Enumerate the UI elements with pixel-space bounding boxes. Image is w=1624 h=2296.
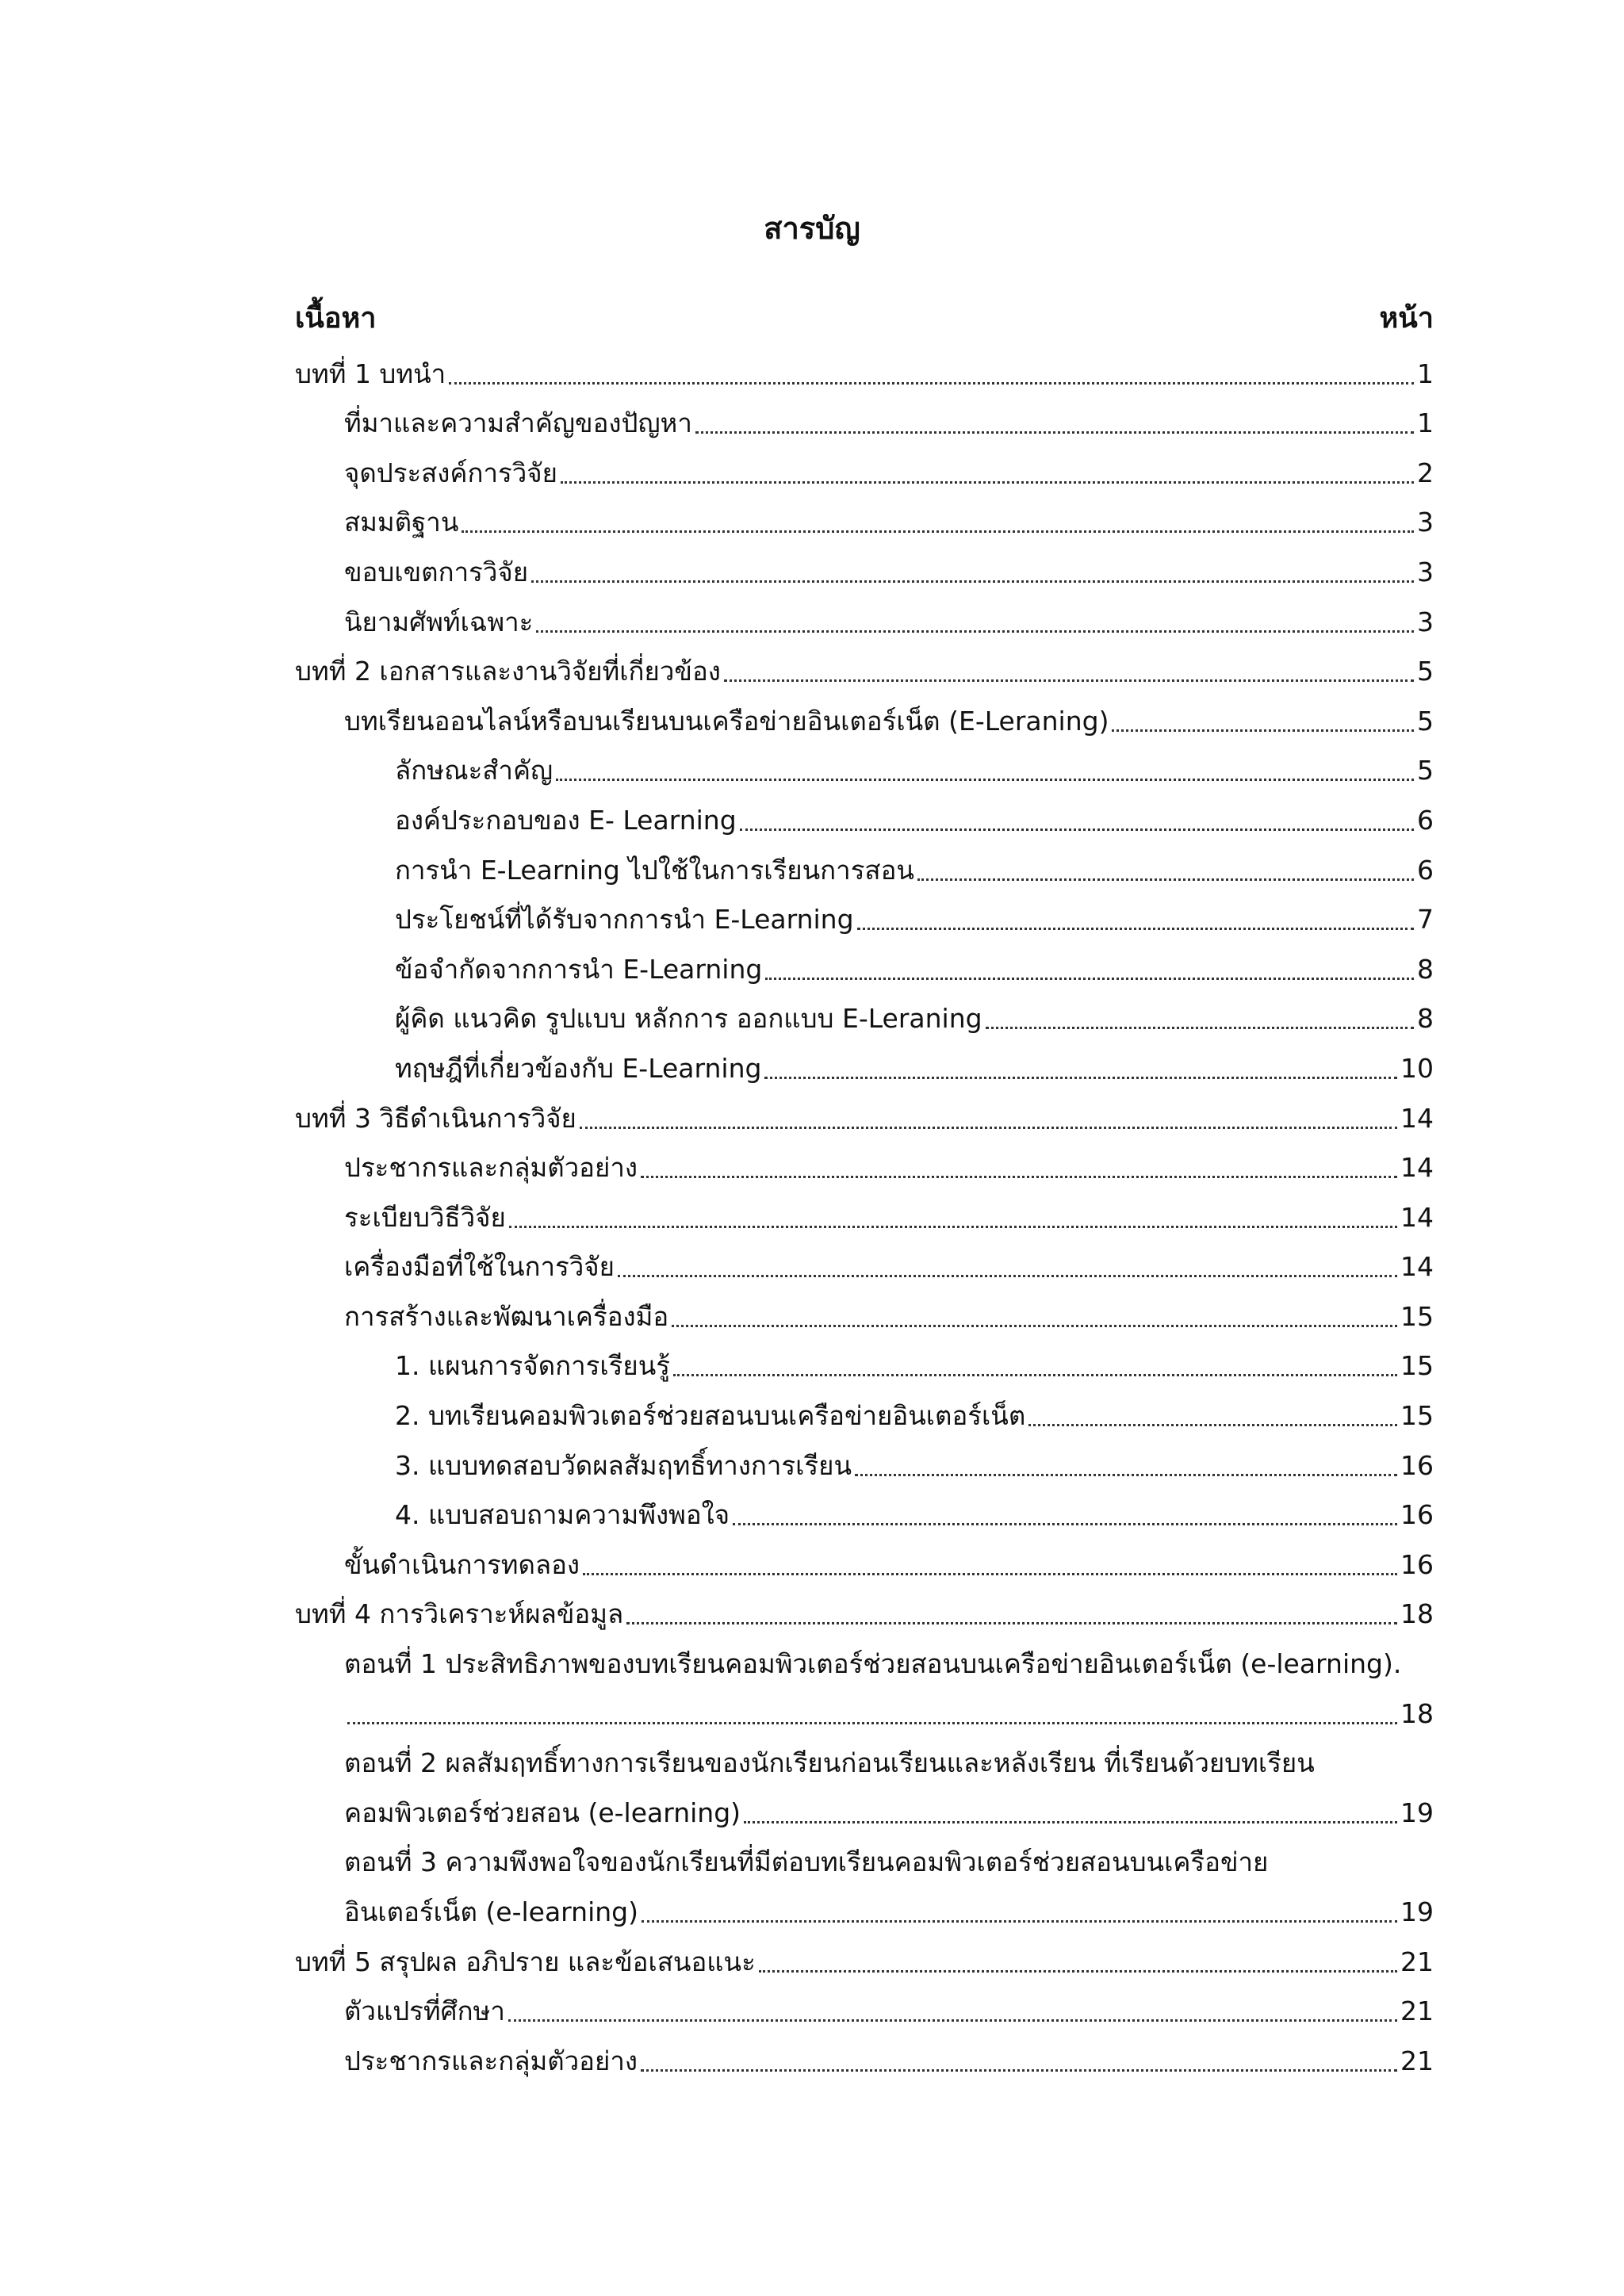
toc-entry-title: การนำ E-Learning ไปใช้ในการเรียนการสอน xyxy=(395,854,914,886)
toc-entry-page: 15 xyxy=(1400,1300,1434,1332)
toc-entry-title: ลักษณะสำคัญ xyxy=(395,755,553,786)
toc-entry-page: 16 xyxy=(1400,1499,1434,1531)
toc-entry-title: คอมพิวเตอร์ช่วยสอน (e-learning) xyxy=(344,1797,741,1828)
dot-leader xyxy=(1028,1424,1397,1426)
toc-entry xyxy=(295,399,1434,449)
toc-entry-page: 19 xyxy=(1400,1797,1434,1828)
toc-entry-title: ที่มาและความสำคัญของปัญหา xyxy=(344,408,692,439)
dot-leader xyxy=(740,828,1414,831)
toc-entry xyxy=(295,1689,1434,1739)
toc-entry xyxy=(295,2036,1434,2086)
dot-leader xyxy=(641,1176,1397,1178)
toc-entry-page: 5 xyxy=(1417,705,1434,737)
dot-leader xyxy=(986,1027,1414,1029)
dot-leader xyxy=(673,1374,1397,1376)
toc-entry-page: 19 xyxy=(1400,1896,1434,1927)
toc-entry-page: 15 xyxy=(1400,1400,1434,1432)
toc-entry xyxy=(295,1441,1434,1490)
toc-entry-page: 8 xyxy=(1417,1003,1434,1035)
toc-entry-page: 6 xyxy=(1417,804,1434,836)
toc-entry xyxy=(295,1987,1434,2037)
toc-entry-title: ตอนที่ 3 ความพึงพอใจของนักเรียนที่มีต่อบทเรียนคอมพิวเตอร์ช่วยสอนบนเครือข่าย xyxy=(344,1846,1269,1878)
toc-entry-page: 3 xyxy=(1417,606,1434,637)
toc-entry-page: 16 xyxy=(1400,1449,1434,1481)
toc-entry-page: 16 xyxy=(1400,1548,1434,1580)
dot-leader xyxy=(536,630,1414,633)
toc-entry-title: บทที่ 4 การวิเคราะห์ผลข้อมูล xyxy=(295,1598,624,1630)
dot-leader xyxy=(556,779,1414,781)
dot-leader xyxy=(509,1226,1397,1228)
toc-entry xyxy=(295,647,1434,697)
toc-entry xyxy=(295,1341,1434,1391)
toc-entry-page: 3 xyxy=(1417,556,1434,587)
toc-entry-page: 2 xyxy=(1417,457,1434,488)
toc-entry xyxy=(295,1192,1434,1242)
toc-entry-page: 18 xyxy=(1400,1697,1434,1729)
dot-leader xyxy=(764,1077,1397,1079)
toc-entry-title: บทที่ 2 เอกสารและงานวิจัยที่เกี่ยวข้อง xyxy=(295,656,721,687)
toc-entry-page: 5 xyxy=(1417,755,1434,786)
toc-entry-page: 18 xyxy=(1400,1598,1434,1630)
toc-entry-title: บทเรียนออนไลน์หรือบนเรียนบนเครือข่ายอินเตอร์เน็ต (E-Leraning) xyxy=(344,705,1109,737)
toc-entry-page: 14 xyxy=(1400,1201,1434,1233)
toc-entry-title: จุดประสงค์การวิจัย xyxy=(344,457,557,488)
toc-entry xyxy=(295,498,1434,548)
dot-leader xyxy=(618,1275,1397,1277)
toc-entry-page: 3 xyxy=(1417,507,1434,538)
toc-entry-title: 3. แบบทดสอบวัดผลสัมฤทธิ์ทางการเรียน xyxy=(395,1449,852,1481)
toc-entry xyxy=(295,1540,1434,1590)
toc-entry xyxy=(295,746,1434,796)
toc-entry xyxy=(295,944,1434,994)
toc-entry xyxy=(295,1093,1434,1143)
toc-entry-title: 1. แผนการจัดการเรียนรู้ xyxy=(395,1350,670,1382)
toc-entry xyxy=(295,1838,1434,1888)
toc-entry-title: ตอนที่ 1 ประสิทธิภาพของบทเรียนคอมพิวเตอร์ช่วยสอนบนเครือข่ายอินเตอร์เน็ต (e-learning). xyxy=(344,1648,1402,1680)
toc-entry-title: เครื่องมือที่ใช้ในการวิจัย xyxy=(344,1251,615,1283)
toc-entry xyxy=(295,1391,1434,1441)
toc-entry xyxy=(295,1639,1434,1689)
toc-entry-page: 21 xyxy=(1400,1996,1434,2027)
toc-entry-title: ระเบียบวิธีวิจัย xyxy=(344,1201,506,1233)
toc-entry xyxy=(295,1292,1434,1341)
toc-entry-title: บทที่ 5 สรุปผล อภิปราย และข้อเสนอแนะ xyxy=(295,1946,756,1977)
dot-leader xyxy=(531,580,1414,583)
dot-leader xyxy=(744,1821,1397,1823)
toc-entry-page: 6 xyxy=(1417,854,1434,886)
toc-entry-page: 14 xyxy=(1400,1102,1434,1134)
toc-entry-title: ประชากรและกลุ่มตัวอย่าง xyxy=(344,2045,638,2076)
dot-leader xyxy=(462,530,1414,533)
toc-entry xyxy=(295,1887,1434,1937)
toc-column-headers xyxy=(295,295,1434,342)
toc-entry-title: ผู้คิด แนวคิด รูปแบบ หลักการ ออกแบบ E-Leraning xyxy=(395,1003,982,1035)
dot-leader xyxy=(917,878,1414,881)
toc-entry-title: บทที่ 3 วิธีดำเนินการวิจัย xyxy=(295,1102,576,1134)
toc-entry-page: 5 xyxy=(1417,656,1434,687)
toc-entry xyxy=(295,895,1434,945)
dot-leader xyxy=(855,1474,1397,1476)
toc-entry-title: ทฤษฎีที่เกี่ยวข้องกับ E-Learning xyxy=(395,1052,762,1084)
toc-entry-page: 14 xyxy=(1400,1251,1434,1283)
dot-leader xyxy=(642,1920,1397,1923)
dot-leader xyxy=(508,2019,1397,2022)
toc-entry-page: 15 xyxy=(1400,1350,1434,1382)
toc-entry xyxy=(295,448,1434,498)
toc-entry-title: บทที่ 1 บทนำ xyxy=(295,358,446,389)
table-of-contents xyxy=(295,349,1434,2086)
toc-entry xyxy=(295,795,1434,845)
toc-entry xyxy=(295,1242,1434,1292)
toc-entry-title: ข้อจำกัดจากการนำ E-Learning xyxy=(395,953,763,985)
toc-entry xyxy=(295,349,1434,399)
toc-entry-title: ตอนที่ 2 ผลสัมฤทธิ์ทางการเรียนของนักเรียนก่อนเรียนและหลังเรียน ที่เรียนด้วยบทเรียน xyxy=(344,1747,1315,1779)
toc-entry xyxy=(295,597,1434,647)
toc-entry-title: 4. แบบสอบถามความพึงพอใจ xyxy=(395,1499,730,1531)
page-title: สารบัญ xyxy=(764,211,860,246)
toc-entry-title: การสร้างและพัฒนาเครื่องมือ xyxy=(344,1300,669,1332)
toc-entry xyxy=(295,1590,1434,1640)
dot-leader xyxy=(857,928,1414,930)
dot-leader xyxy=(759,1970,1397,1973)
dot-leader xyxy=(1112,729,1414,732)
dot-leader xyxy=(626,1622,1397,1624)
dot-leader xyxy=(733,1523,1397,1525)
toc-entry xyxy=(295,696,1434,746)
dot-leader xyxy=(765,978,1414,980)
dot-leader xyxy=(641,2069,1397,2072)
dot-leader xyxy=(449,382,1414,385)
toc-entry-title: ขอบเขตการวิจัย xyxy=(344,556,529,587)
toc-entry-title: องค์ประกอบของ E- Learning xyxy=(395,804,737,836)
toc-entry-page: 1 xyxy=(1417,358,1434,389)
toc-entry-page: 21 xyxy=(1400,2045,1434,2076)
toc-entry-title: ประโยชน์ที่ได้รับจากการนำ E-Learning xyxy=(395,904,854,936)
toc-entry-page: 14 xyxy=(1400,1152,1434,1184)
dot-leader xyxy=(580,1127,1397,1129)
toc-entry-title: อินเตอร์เน็ต (e-learning) xyxy=(344,1896,638,1927)
dot-leader xyxy=(561,481,1414,484)
toc-entry xyxy=(295,1043,1434,1093)
toc-entry xyxy=(295,1788,1434,1838)
dot-leader xyxy=(583,1573,1397,1575)
page-header: หน้า xyxy=(1379,302,1434,335)
toc-entry-page: 7 xyxy=(1417,904,1434,936)
toc-entry-page: 1 xyxy=(1417,408,1434,439)
toc-entry-page: 10 xyxy=(1400,1052,1434,1084)
toc-entry xyxy=(295,1739,1434,1789)
content-header: เนื้อหา xyxy=(295,302,377,335)
toc-entry xyxy=(295,994,1434,1044)
dot-leader xyxy=(347,1722,1397,1724)
dot-leader xyxy=(695,431,1414,434)
dot-leader xyxy=(724,679,1414,682)
toc-entry xyxy=(295,845,1434,895)
toc-entry-title: นิยามศัพท์เฉพาะ xyxy=(344,606,534,637)
toc-entry xyxy=(295,1937,1434,1987)
toc-entry xyxy=(295,1490,1434,1540)
toc-entry-title: ขั้นดำเนินการทดลอง xyxy=(344,1548,580,1580)
toc-entry-page: 8 xyxy=(1417,953,1434,985)
toc-entry-page: 21 xyxy=(1400,1946,1434,1977)
toc-entry xyxy=(295,547,1434,597)
toc-entry-title: ประชากรและกลุ่มตัวอย่าง xyxy=(344,1152,638,1184)
toc-entry-title: สมมติฐาน xyxy=(344,507,459,538)
toc-entry xyxy=(295,1143,1434,1193)
toc-entry-title: 2. บทเรียนคอมพิวเตอร์ช่วยสอนบนเครือข่ายอินเตอร์เน็ต xyxy=(395,1400,1026,1432)
toc-entry-title: ตัวแปรที่ศึกษา xyxy=(344,1996,505,2027)
dot-leader xyxy=(672,1325,1397,1327)
